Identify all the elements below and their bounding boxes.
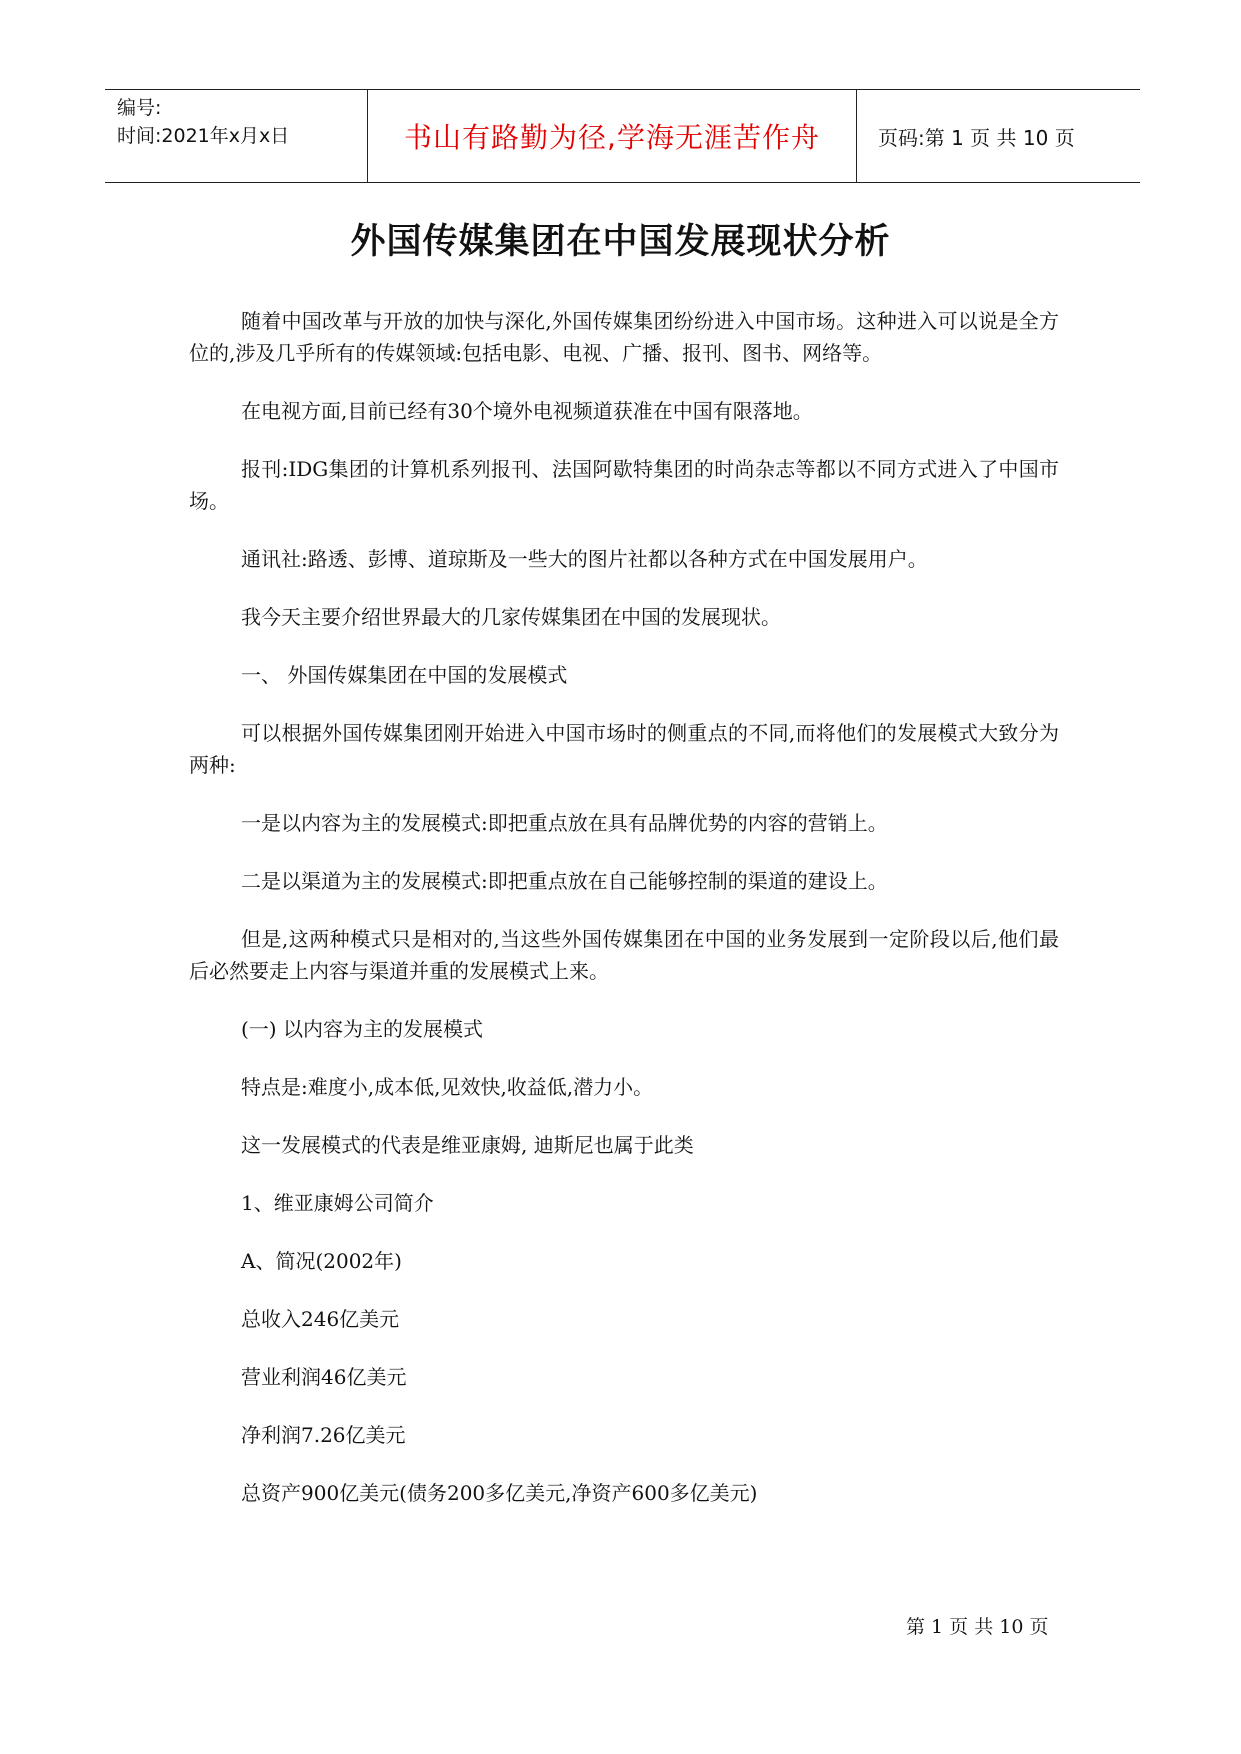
paragraph: 报刊:IDG集团的计算机系列报刊、法国阿歇特集团的时尚杂志等都以不同方式进入了中国市场。: [189, 457, 1059, 513]
paragraph: 随着中国改革与开放的加快与深化,外国传媒集团纷纷进入中国市场。这种进入可以说是全方位的,涉及几乎所有的传媒领域:包括电影、电视、广播、报刊、图书、网络等。: [189, 309, 1059, 365]
number-label: 编号:: [117, 97, 162, 119]
header-motto: 书山有路勤为径,学海无涯苦作舟: [404, 121, 820, 154]
paragraph: 我今天主要介绍世界最大的几家传媒集团在中国的发展现状。: [241, 605, 781, 629]
paragraph: 可以根据外国传媒集团刚开始进入中国市场时的侧重点的不同,而将他们的发展模式大致分为两种:: [189, 721, 1059, 777]
document-title: 外国传媒集团在中国发展现状分析: [350, 222, 891, 262]
header-meta: [117, 94, 367, 150]
header-divider: [367, 90, 368, 182]
section-heading: 一、 外国传媒集团在中国的发展模式: [241, 663, 568, 687]
subsection-heading: (一) 以内容为主的发展模式: [241, 1017, 483, 1041]
list-item: 总收入246亿美元: [241, 1307, 400, 1331]
paragraph: 但是,这两种模式只是相对的,当这些外国传媒集团在中国的业务发展到一定阶段以后,他们最后必然要走上内容与渠道并重的发展模式上来。: [189, 927, 1059, 983]
list-heading: A、简况(2002年): [241, 1249, 402, 1273]
header-divider: [856, 90, 857, 182]
page-footer: 第 1 页 共 10 页: [906, 1616, 1049, 1638]
paragraph: 通讯社:路透、彭博、道琼斯及一些大的图片社都以各种方式在中国发展用户。: [241, 547, 928, 571]
paragraph: 二是以渠道为主的发展模式:即把重点放在自己能够控制的渠道的建设上。: [241, 869, 888, 893]
list-item: 总资产900亿美元(债务200多亿美元,净资产600多亿美元): [241, 1481, 758, 1505]
paragraph: 特点是:难度小,成本低,见效快,收益低,潜力小。: [241, 1075, 654, 1099]
list-heading: 1、维亚康姆公司简介: [241, 1191, 434, 1215]
document-body: [189, 305, 1059, 1535]
list-item: 净利润7.26亿美元: [241, 1423, 406, 1447]
page-header: [105, 89, 1140, 183]
list-item: 营业利润46亿美元: [241, 1365, 407, 1389]
header-page-number: 页码:第 1 页 共 10 页: [878, 125, 1075, 150]
paragraph: 一是以内容为主的发展模式:即把重点放在具有品牌优势的内容的营销上。: [241, 811, 888, 835]
time-label: 时间:2021年x月x日: [117, 125, 290, 147]
paragraph: 这一发展模式的代表是维亚康姆, 迪斯尼也属于此类: [241, 1133, 694, 1157]
paragraph: 在电视方面,目前已经有30个境外电视频道获准在中国有限落地。: [241, 399, 813, 423]
